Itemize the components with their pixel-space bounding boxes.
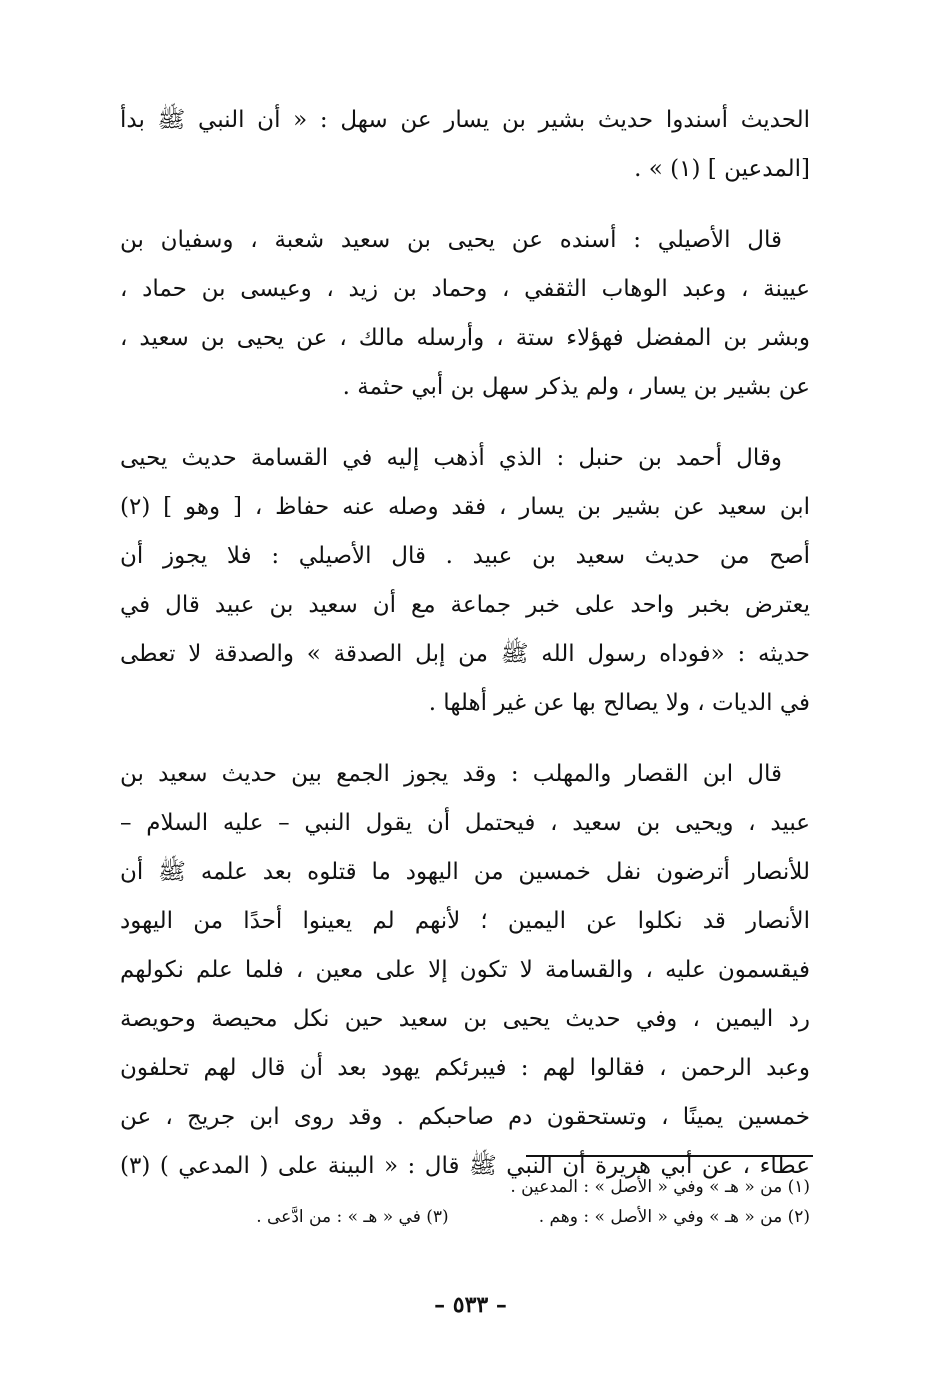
text-line: عطاء ، عن أبي هريرة أن النبي ﷺ قال : « البينة على ( المدعي ) (٣) (120, 1153, 810, 1179)
text-line: رد اليمين ، وفي حديث يحيى بن سعيد حين نكل محيصة وحويصة (120, 1006, 810, 1032)
text-line: في الديات ، ولا يصالح بها عن غير أهلها . (428, 690, 810, 716)
text-line: يعترض بخبر واحد على خبر جماعة مع أن سعيد بن عبيد قال في (120, 592, 810, 618)
footnote-row (120, 1202, 810, 1232)
footnote-2: (٢) من « هـ » وفي « الأصل » : وهم . (538, 1207, 810, 1227)
paragraph-3 (120, 434, 810, 728)
paragraph-4 (120, 750, 810, 1191)
text-line: وبشر بن المفضل فهؤلاء ستة ، وأرسله مالك ، عن يحيى بن سعيد ، (120, 325, 810, 351)
text-line: الحديث أسندوا حديث بشير بن يسار عن سهل : « أن النبي ﷺ بدأ (120, 107, 810, 133)
text-line: خمسين يمينًا ، وتستحقون دم صاحبكم . وقد روى ابن جريج ، عن (120, 1104, 810, 1130)
page-number: – ٥٣٣ – (434, 1292, 507, 1318)
paragraph-2 (120, 216, 810, 412)
footnotes (120, 1172, 810, 1232)
footnote-3: (٣) في « هـ » : من ادَّعى . (256, 1207, 449, 1227)
text-line: وقال أحمد بن حنبل : الذي أذهب إليه في القسامة حديث يحيى (120, 445, 782, 471)
paragraph-1 (120, 96, 810, 194)
text-line: عيينة ، وعبد الوهاب الثقفي ، وحماد بن زيد ، وعيسى بن حماد ، (120, 276, 810, 302)
footnote-row (120, 1172, 810, 1202)
text-line: الأنصار قد نكلوا عن اليمين ؛ لأنهم لم يعينوا أحدًا من اليهود (120, 908, 810, 934)
footnote-divider (526, 1155, 813, 1157)
text-line: قال ابن القصار والمهلب : وقد يجوز الجمع بين حديث سعيد بن (120, 761, 782, 787)
text-line: أصح من حديث سعيد بن عبيد . قال الأصيلي : فلا يجوز أن (120, 543, 810, 569)
text-line: فيقسمون عليه ، والقسامة لا تكون إلا على معين ، فلما علم نكولهم (120, 957, 810, 983)
text-line: وعبد الرحمن ، فقالوا لهم : فيبرئكم يهود بعد أن قال لهم تحلفون (120, 1055, 810, 1081)
text-line: حديثه : «فوداه رسول الله ﷺ من إبل الصدقة » والصدقة لا تعطى (120, 641, 810, 667)
text-line: للأنصار أترضون نفل خمسين من اليهود ما قتلوه بعد علمه ﷺ أن (120, 859, 810, 885)
text-line: عبيد ، ويحيى بن سعيد ، فيحتمل أن يقول النبي – عليه السلام – (120, 810, 810, 836)
text-line: عن بشير بن يسار ، ولم يذكر سهل بن أبي حثمة . (342, 374, 810, 400)
main-text (120, 96, 810, 1213)
text-line: ابن سعيد عن بشير بن يسار ، فقد وصله عنه حفاظ ، [ وهو ] (٢) (120, 494, 810, 520)
text-line: قال الأصيلي : أسنده عن يحيى بن سعيد شعبة ، وسفيان بن (120, 227, 782, 253)
footnote-1: (١) من « هـ » وفي « الأصل » : المدعين . (510, 1177, 810, 1197)
text-line: [المدعين ] (١) » . (634, 156, 810, 182)
